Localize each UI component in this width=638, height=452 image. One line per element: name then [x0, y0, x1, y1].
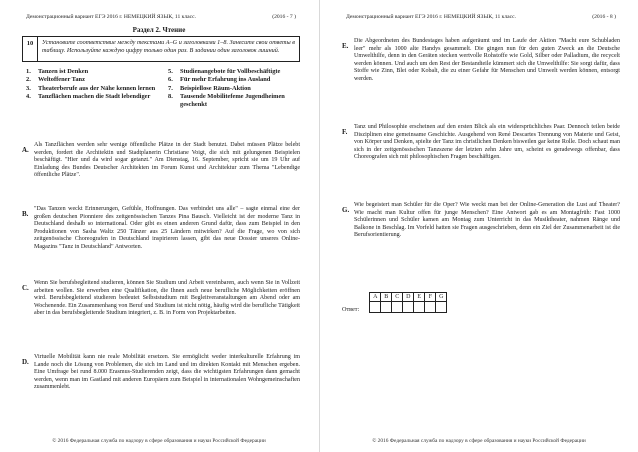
text-body: Die Abgeordneten des Bundestages haben aufgeräumt und im Laufe der Aktion "Macht eure Schubladen leer" mehr als 1000 alte Handys gesammelt. Die gingen nun für den guten Zweck an die Deutsche Umwelthilfe, denn in den Geräten stecken wertvolle Rohstoffe wie Gold, Silber oder Palladium, die recycelt werden können. Und auch um den Rest der Bestandteile kümmert sich die Umwelthilfe: Sie sorgt dafür, dass Stoffe wie Zinn, Blei oder Kobalt, die zu einer Gefahr für Menschen und Umwelt werden können, entsorgt werden. — [354, 38, 620, 82]
answer-cell[interactable] — [381, 302, 392, 313]
answer-cell[interactable] — [436, 302, 447, 313]
answer-column-a: A — [370, 293, 381, 302]
text-block-a — [22, 142, 300, 180]
heading-item: 6. Für mehr Erfahrung ins Ausland — [168, 76, 271, 84]
text-block-g — [342, 202, 620, 240]
header-right: (2016 - 8 ) — [592, 14, 616, 20]
answer-label: Ответ: — [342, 306, 360, 313]
answer-cell[interactable] — [414, 302, 425, 313]
answer-column-f: F — [425, 293, 436, 302]
answer-cell[interactable] — [370, 302, 381, 313]
heading-item: 2. Weltoffener Tanz — [26, 76, 85, 84]
text-body: Tanz und Philosophie erscheinen auf den ersten Blick als ein widersprüchliches Paar. Dennoch teilen beide Disziplinen eine gemeinsame Geschichte. Ausgehend von René Descartes Trennung von Materie und Geist, von Körper und Denken, spielte der Tanz im christlichen Denken bisweilen gar keine Rolle. Doch schaut man sich in der zeitgenössischen Tanzszene der letzten zehn Jahre um, scheint es geradewegs offenbar, dass Choreografen sich mit philosophischen Fragen beschäftigen. — [354, 124, 620, 160]
answer-column-b: B — [381, 293, 392, 302]
header-left: Демонстрационный вариант ЕГЭ 2016 г. НЕМЕЦКИЙ ЯЗЫК, 11 класс. — [26, 14, 197, 20]
text-letter: E. — [342, 42, 349, 50]
heading-item: 5. Studienangebote für Vollbeschäftigte — [168, 68, 281, 75]
header-left: Демонстрационный вариант ЕГЭ 2016 г. НЕМЕЦКИЙ ЯЗЫК, 11 класс. — [346, 14, 517, 20]
left-page — [0, 0, 318, 452]
text-letter: B. — [22, 210, 29, 218]
right-page — [320, 0, 638, 452]
answer-column-c: C — [392, 293, 403, 302]
text-body: Wenn Sie berufsbegleitend studieren, können Sie Studium und Arbeit vereinbaren, auch wenn Sie in Vollzeit arbeiten wollen. Sie erwerben eine Qualifikation, die Ihnen auch neue berufliche Möglichkeiten eröffnen wird. Berufsbegleitend studieren bedeutet Selbststudium mit Begleitveranstaltungen am Abend oder am Wochenende. Ein Zusammenhang von Beruf und Studium ist nicht nötig, häufig wird die berufliche Tätigkeit aber in das berufsbegleitende Studium integriert, z. B. in Form von Projektarbeiten. — [34, 280, 300, 316]
header-right: (2016 - 7 ) — [272, 14, 296, 20]
answer-area — [342, 292, 447, 313]
heading-item: 7. Beispiellose Räum-Aktion — [168, 84, 251, 92]
text-body: "Das Tanzen weckt Erinnerungen, Gefühle, Hoffnungen. Das verbindet uns alle" – sagte einmal eine der großen deutschen Pionniere des zeitgenössischen Tanzes Pina Bausch. Vielleicht ist der moderne Tanz in Deutschland deshalb so international. Oder gibt es einen anderen Grund dafür, dass zum Beispiel in den Produktionen von Sasha Waltz 250 Tänzer aus 25 Ländern mitwirken? Auf die Frage, wo von sich zeitgenössische Choreografen in Deutschland inspirieren lassen, gibt das neue Dossier unseres Online-Magazins "Tanz in Deutschland" Antworten. — [34, 206, 300, 250]
headings-list — [26, 68, 300, 108]
page-footer: © 2016 Федеральная служба по надзору в сфере образования и науки Российской Федерации — [372, 438, 586, 444]
page-header — [26, 14, 296, 20]
answer-column-e: E — [414, 293, 425, 302]
task-number: 10 — [23, 37, 38, 61]
text-block-b — [22, 206, 300, 251]
text-letter: C. — [22, 284, 29, 292]
answer-cell[interactable] — [403, 302, 414, 313]
heading-item: 8. Tausende Mobilitefeme Jugendheimen geschenkt — [168, 93, 285, 108]
heading-item: 1. Tanzen ist Denken — [26, 68, 89, 75]
task-box — [22, 36, 300, 62]
text-body: Wie begeistert man Schüler für die Oper? Wie weckt man bei der Online-Generation die Lust auf Theater? Wie macht man Kultur offen für junge Menschen? Eine Antwort gab es am Montagfrüh: Fast 1000 Schülerinnen und Schüler kamen am Montag zum Unterricht in das Musiktheater, nahmen Ränge und Balkone in Beschlag. Im Vorfeld hatten sie Fragen ausgeschrieben, denn ein Ziel der Zusammenarbeit ist die Berufsorientierung. — [354, 202, 620, 238]
answer-cell[interactable] — [425, 302, 436, 313]
text-letter: D. — [22, 358, 29, 366]
text-body: Als Tanzflächen werden sehr wenige öffentliche Plätze in der Stadt benutzt. Dabei müssen Plätze belebt werden, fordert die Architektin und Stadtplanerin Christiane Voigt, die sich mit gelungenen Beispielen beschäftigt. "Hier und da wird sogar getanzt." Am Dienstag, 16. September, spricht sie um 19 Uhr auf Einladung des Bundes Deutscher Architekten im Forum Kunst und Architektur zum Thema "Lebendige öffentliche Plätze". — [34, 142, 300, 178]
answer-cell[interactable] — [392, 302, 403, 313]
answer-column-d: D — [403, 293, 414, 302]
text-letter: F. — [342, 128, 348, 136]
text-body: Virtuelle Mobilität kann nie reale Mobilität ersetzen. Sie ermöglicht weder interkulturelle Erfahrung im Lande noch die Lösung von Problemen, die sich im Land und im direkten Kontakt mit Menschen ergeben. Eine Umfrage bei rund 8.000 Erasmus-Studierenden zeigt, dass die wichtigsten Erfahrungen dann gemacht werden, wenn man im Gastland mit anderen Europäern zum Beispiel in internationalen Wohngemeinschaften zusammenlebt. — [34, 354, 300, 390]
section-title: Раздел 2. Чтение — [132, 26, 186, 34]
text-letter: A. — [22, 146, 29, 154]
text-block-d — [22, 354, 300, 392]
answer-table — [369, 292, 447, 313]
page-header — [346, 14, 616, 20]
text-letter: G. — [342, 206, 350, 214]
text-block-c — [22, 280, 300, 318]
page-footer: © 2016 Федеральная служба по надзору в сфере образования и науки Российской Федерации — [52, 438, 266, 444]
task-instruction: Установите соответствие между текстами A–G и заголовками 1–8. Занесите свои ответы в таблицу. Используйте каждую цифру только один раз. В задании один заголовок лишний. — [42, 39, 295, 54]
heading-item: 3. Theaterberufe aus der Nähe kennen lernen — [26, 84, 156, 92]
heading-item: 4. Tanzflächen machen die Stadt lebendiger — [26, 93, 151, 101]
text-block-e — [342, 38, 620, 83]
answer-column-g: G — [436, 293, 447, 302]
text-block-f — [342, 124, 620, 162]
